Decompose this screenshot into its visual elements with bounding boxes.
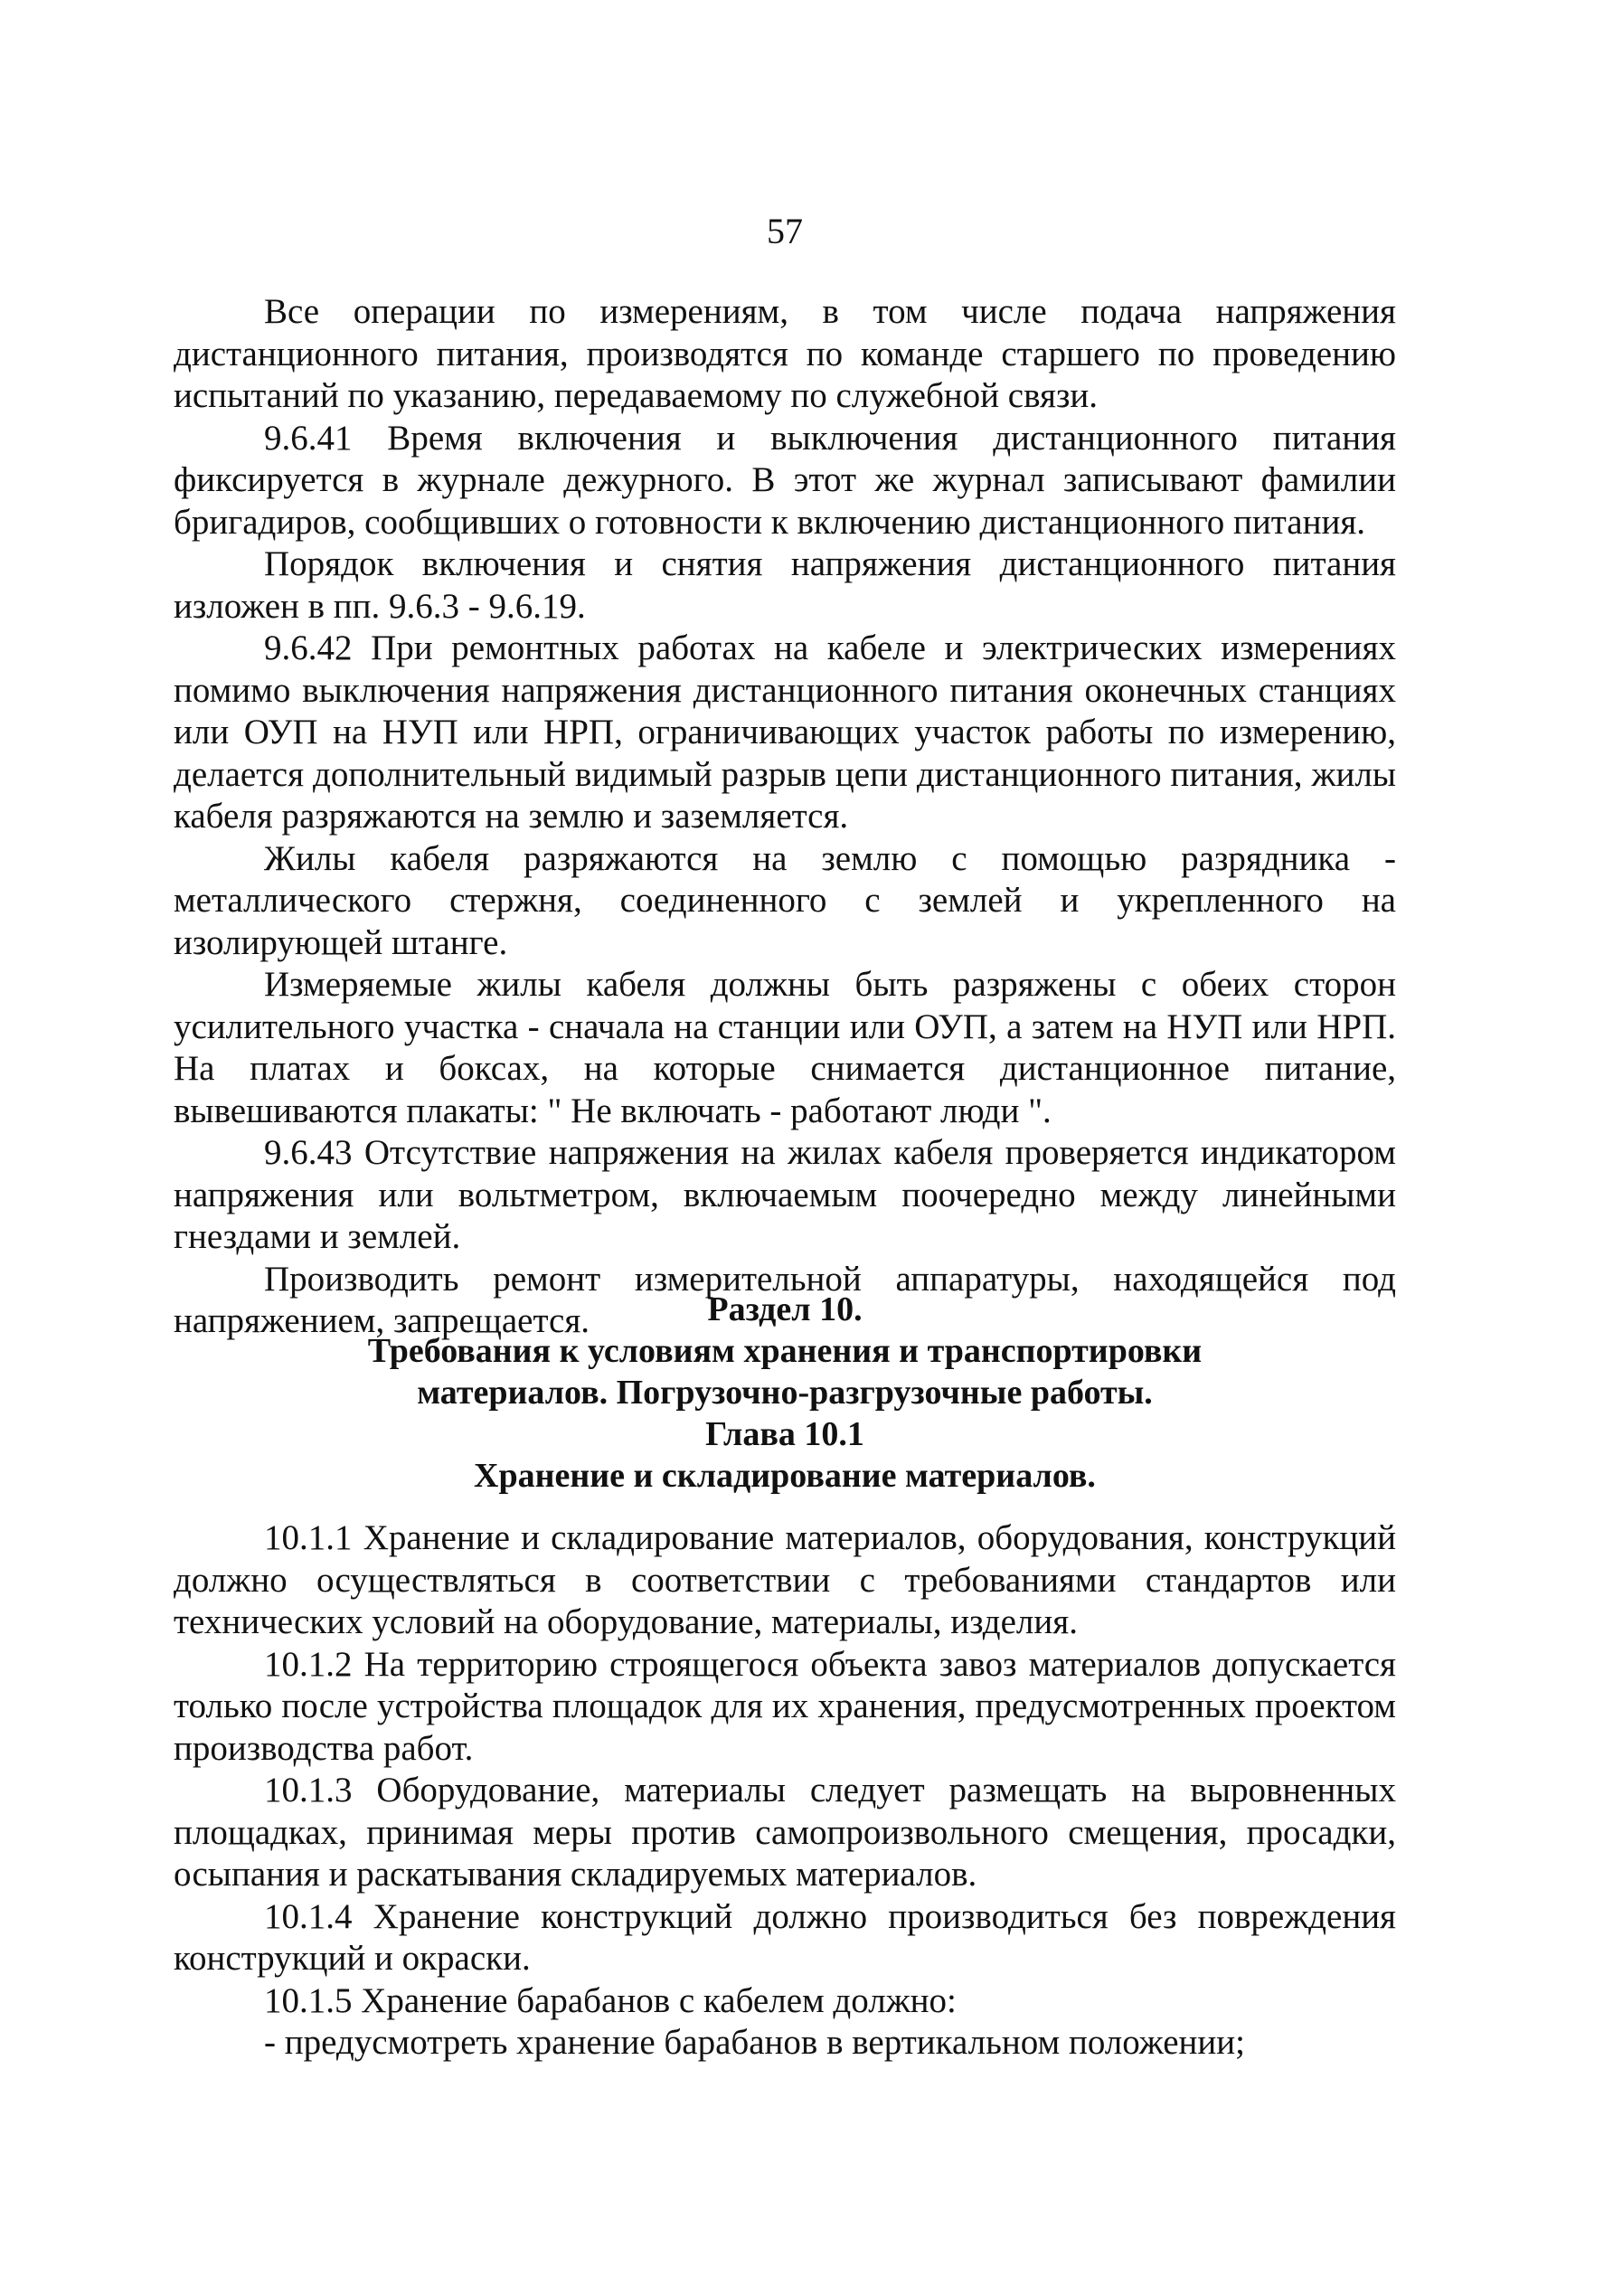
paragraph: Производить ремонт измерительной аппаратуры, находящейся под напряжением, запрещается. <box>174 1259 1396 1340</box>
paragraph: 9.6.41 Время включения и выключения дистанционного питания фиксируется в журнале дежурного. В этот же журнал записывают фамилии бригадиров, сообщивших о готовности к включению дистанционного питания. <box>174 418 1396 542</box>
section-10-text <box>174 1517 1396 2065</box>
paragraph: 10.1.3 Оборудование, материалы следует размещать на выровненных площадках, принимая меры против самопроизвольного смещения, просадки, осыпания и раскатывания складируемых материалов. <box>174 1771 1396 1894</box>
section-title-line-1: Требования к условиям хранения и транспортировки <box>367 1332 1203 1370</box>
paragraph: 9.6.42 При ремонтных работах на кабеле и электрических измерениях помимо выключения напряжения дистанционного питания оконечных станциях или ОУП на НУП или НРП, ограничивающих участок работы по измерению, делается дополнительный видимый разрыв цепи дистанционного питания, жилы кабеля разряжаются на землю и заземляется. <box>174 628 1396 836</box>
section-9-text <box>174 291 1396 1343</box>
paragraph: 10.1.1 Хранение и складирование материалов, оборудования, конструкций должно осуществляться в соответствии с требованиями стандартов или технических условий на оборудование, материалы, изделия. <box>174 1518 1396 1641</box>
section-title-line-2: материалов. Погрузочно-разгрузочные работы. <box>417 1374 1153 1412</box>
section-heading <box>174 1289 1396 1497</box>
paragraph: Все операции по измерениям, в том числе подача напряжения дистанционного питания, производятся по команде старшего по проведению испытаний по указанию, передаваемому по служебной связи. <box>174 292 1396 415</box>
section-label: Раздел 10. <box>707 1290 863 1328</box>
paragraph: 10.1.5 Хранение барабанов с кабелем должно: <box>264 1980 957 2020</box>
paragraph: 9.6.43 Отсутствие напряжения на жилах кабеля проверяется индикатором напряжения или вольтметром, включаемым поочередно между линейными гнездами и землей. <box>174 1133 1396 1256</box>
paragraph: 10.1.4 Хранение конструкций должно производиться без повреждения конструкций и окраски. <box>174 1896 1396 1978</box>
chapter-label: Глава 10.1 <box>705 1415 864 1453</box>
paragraph: Измеряемые жилы кабеля должны быть разряжены с обеих сторон усилительного участка - сначала на станции или ОУП, а затем на НУП или НРП. На платах и боксах, на которые снимается дистанционное питание, вывешиваются плакаты: " Не включать - работают люди ". <box>174 965 1396 1130</box>
document-page <box>174 0 1396 2296</box>
paragraph: Жилы кабеля разряжаются на землю с помощью разрядника - металлического стержня, соединенного с землей и укрепленного на изолирующей штанге. <box>174 838 1396 962</box>
list-item: - предусмотреть хранение барабанов в вертикальном положении; <box>264 2023 1245 2062</box>
paragraph: Порядок включения и снятия напряжения дистанционного питания изложен в пп. 9.6.3 - 9.6.19. <box>174 544 1396 626</box>
page-number: 57 <box>767 211 803 251</box>
paragraph: 10.1.2 На территорию строящегося объекта завоз материалов допускается только после устройства площадок для их хранения, предусмотренных проектом производства работ. <box>174 1644 1396 1768</box>
chapter-title: Хранение и складирование материалов. <box>474 1457 1096 1495</box>
